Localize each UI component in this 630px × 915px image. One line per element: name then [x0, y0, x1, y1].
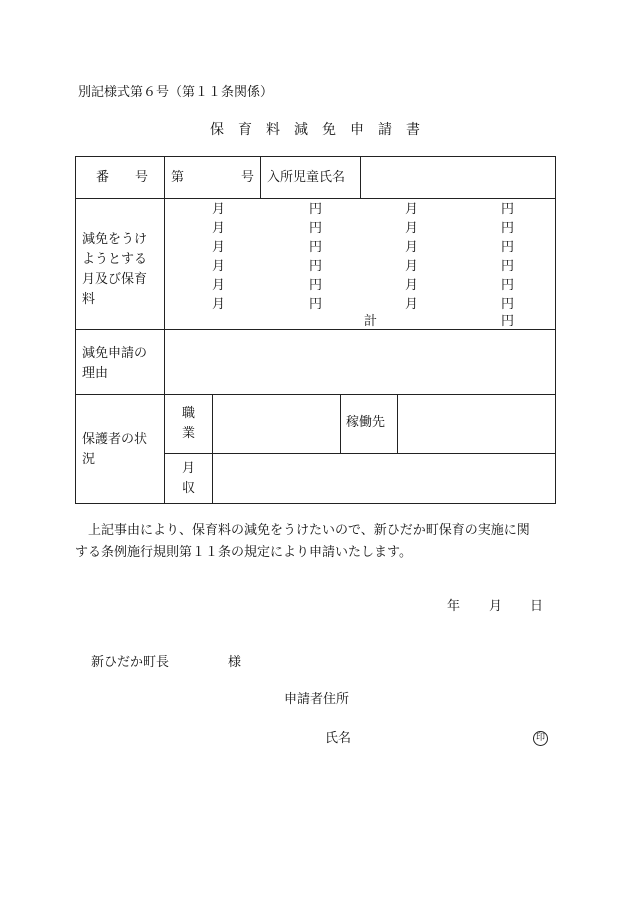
month-unit: 月: [212, 297, 226, 312]
table-rule: [75, 198, 556, 199]
table-rule: [165, 453, 556, 454]
title-char: 書: [406, 122, 420, 138]
table-column-rule: [360, 156, 361, 199]
title-char: 減: [294, 122, 308, 138]
income-field[interactable]: [215, 457, 552, 500]
month-unit: 月: [405, 202, 419, 217]
yen-unit: 円: [501, 278, 515, 293]
month-unit: 月: [212, 202, 226, 217]
reason-label-line: 理由: [82, 366, 109, 381]
occupation-field[interactable]: [215, 398, 337, 450]
month-unit: 月: [405, 259, 419, 274]
applicant-address-label: 申請者住所: [284, 692, 350, 707]
total-yen-unit: 円: [501, 314, 515, 329]
reason-label: [82, 344, 147, 384]
guardian-label-line: 保護者の状: [82, 432, 148, 447]
month-unit: 月: [212, 259, 226, 274]
yen-unit: 円: [309, 259, 323, 274]
occupation-label-line: 職: [182, 406, 196, 421]
occupation-label: [182, 404, 195, 444]
reason-field[interactable]: [167, 333, 552, 391]
total-label: 計: [364, 314, 378, 329]
number-gou: 号: [241, 170, 255, 185]
title-char: 申: [350, 122, 364, 138]
yen-unit: 円: [501, 259, 515, 274]
reason-label-line: 減免申請の: [82, 346, 148, 361]
months-label-line: ようとする: [82, 252, 148, 267]
table-border-top: [75, 156, 556, 157]
guardian-label: [82, 430, 147, 470]
month-unit: 月: [405, 297, 419, 312]
workplace-label: 稼働先: [346, 415, 386, 430]
date-day-label: 日: [530, 599, 544, 614]
months-label-line: 料: [82, 292, 96, 307]
table-border-right: [555, 156, 556, 504]
table-column-rule: [212, 394, 213, 504]
yen-unit: 円: [309, 240, 323, 255]
applicant-address-field[interactable]: [360, 688, 550, 710]
table-border-bottom: [75, 503, 556, 504]
months-label: [82, 230, 147, 310]
number-dai: 第: [171, 170, 185, 185]
child-name-label: 入所児童氏名: [267, 170, 346, 185]
month-unit: 月: [405, 278, 419, 293]
statement-line: 上記事由により、保育料の減免をうけたいので、新ひだか町保育の実施に関: [75, 523, 530, 538]
yen-unit: 円: [309, 221, 323, 236]
applicant-name-field[interactable]: [360, 727, 525, 749]
number-label: 番 号: [96, 170, 149, 185]
title-char: 育: [238, 122, 252, 138]
title-char: 料: [266, 122, 280, 138]
table-rule: [75, 394, 556, 395]
income-label: [182, 459, 195, 499]
seal-mark: 印: [533, 731, 548, 746]
table-rule: [75, 329, 556, 330]
month-unit: 月: [212, 278, 226, 293]
yen-unit: 円: [309, 202, 323, 217]
table-column-rule: [397, 394, 398, 454]
yen-unit: 円: [501, 240, 515, 255]
title-char: 保: [210, 122, 224, 138]
month-unit: 月: [212, 221, 226, 236]
addressee: 新ひだか町長: [91, 655, 170, 670]
date-year-label: 年: [447, 599, 461, 614]
title-char: 免: [322, 122, 336, 138]
table-column-rule: [340, 394, 341, 454]
months-label-line: 減免をうけ: [82, 232, 148, 247]
form-reference: 別記様式第６号（第１１条関係）: [78, 85, 274, 100]
month-unit: 月: [405, 240, 419, 255]
statement: [75, 520, 560, 564]
table-column-rule: [164, 156, 165, 504]
yen-unit: 円: [501, 297, 515, 312]
table-border-left: [75, 156, 76, 504]
month-unit: 月: [212, 240, 226, 255]
workplace-field[interactable]: [400, 398, 552, 450]
month-unit: 月: [405, 221, 419, 236]
table-column-rule: [260, 156, 261, 199]
months-label-line: 月及び保育: [82, 272, 148, 287]
title-char: 請: [378, 122, 392, 138]
income-label-line: 月: [182, 461, 196, 476]
yen-unit: 円: [501, 202, 515, 217]
child-name-field[interactable]: [362, 160, 552, 196]
income-label-line: 収: [182, 481, 196, 496]
occupation-label-line: 業: [182, 426, 196, 441]
yen-unit: 円: [309, 278, 323, 293]
statement-line: する条例施行規則第１１条の規定により申請いたします。: [75, 545, 412, 560]
addressee-honorific: 様: [228, 655, 242, 670]
date-month-label: 月: [489, 599, 503, 614]
form-title: [203, 121, 427, 139]
applicant-name-label: 氏名: [325, 731, 352, 746]
guardian-label-line: 況: [82, 452, 96, 467]
yen-unit: 円: [309, 297, 323, 312]
yen-unit: 円: [501, 221, 515, 236]
